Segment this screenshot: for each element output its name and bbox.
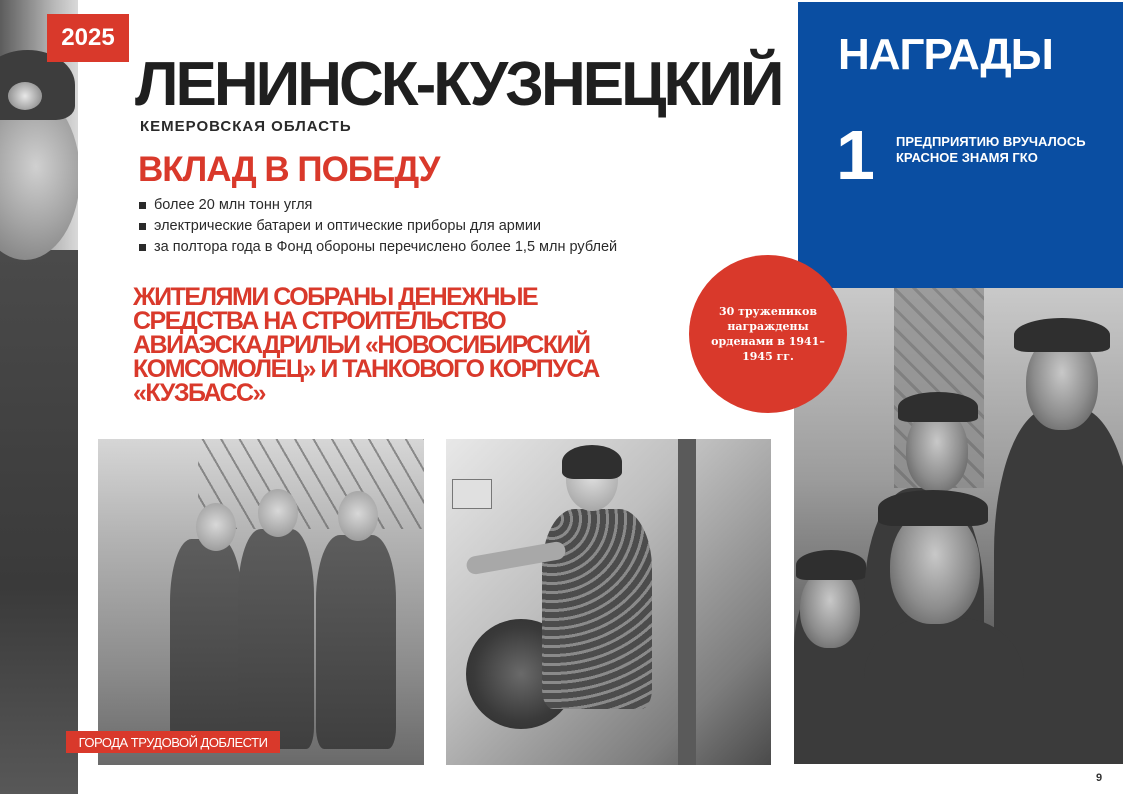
photo-miners [794,288,1123,764]
miner-cap [1014,318,1110,352]
award-description: ПРЕДПРИЯТИЮ ВРУЧАЛОСЬ КРАСНОЕ ЗНАМЯ ГКО [896,134,1086,165]
highlight-text: ЖИТЕЛЯМИ СОБРАНЫ ДЕНЕЖНЫЕ СРЕДСТВА НА СТРОИТЕЛЬСТВО АВИАЭСКАДРИЛЬИ «НОВОСИБИРСКИЙ КОМСОМОЛЕЦ» И ТАНКОВОГО КОРПУСА «КУЗБАСС» [133,283,599,407]
miner-cap [796,550,866,580]
woman-figure [316,535,396,749]
contribution-list [138,196,648,259]
region-label: КЕМЕРОВСКАЯ ОБЛАСТЬ [140,118,352,135]
page-number: 9 [1096,772,1103,784]
photo-women-workers [98,439,424,765]
awards-panel [798,2,1123,288]
woman-figure [238,529,314,749]
miner-cap [878,490,988,526]
woman-dress [542,509,652,709]
miner-coat [864,618,1024,764]
miner-coat [0,250,78,794]
photo-woman-worker [446,439,771,765]
machine-pole [678,439,696,765]
wall-sign [452,479,492,509]
miner-cap [898,392,978,422]
stat-circle: 30 тружеников награждены орденами в 1941–1945 гг. [689,255,847,413]
awards-title: НАГРАДЫ [838,30,1053,79]
woman-head [338,491,378,541]
brand-band: ГОРОДА ТРУДОВОЙ ДОБЛЕСТИ [66,731,280,753]
left-photo-miner [0,0,78,794]
year-badge: 2025 [47,14,129,62]
miner-face [800,568,860,648]
award-count: 1 [836,116,875,194]
list-item: более 20 млн тонн угля [138,196,648,214]
list-item: за полтора года в Фонд обороны перечислено более 1,5 млн рублей [138,238,648,256]
woman-figure [170,539,242,749]
helmet-lamp [8,82,42,110]
list-item: электрические батареи и оптические приборы для армии [138,217,648,235]
city-title: ЛЕНИНСК-КУЗНЕЦКИЙ [135,50,782,119]
section-title: ВКЛАД В ПОБЕДУ [138,150,440,189]
woman-hair [562,445,622,479]
woman-head [258,489,298,537]
woman-head [196,503,236,551]
